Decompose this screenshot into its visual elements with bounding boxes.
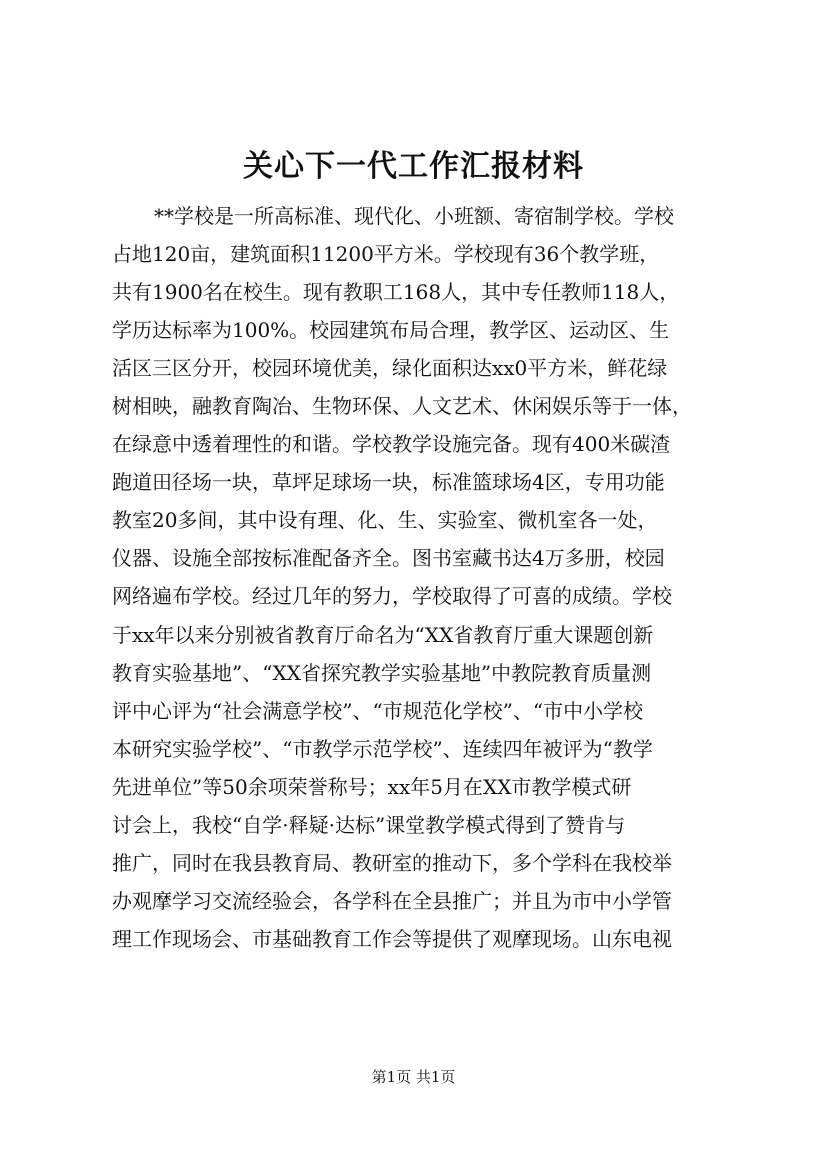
body-line: 本研究实验学校”、“市教学示范学校”、连续四年被评为“教学 xyxy=(112,736,653,761)
body-line: 先进单位”等50余项荣誉称号；xx年5月在XX市教学模式研 xyxy=(112,774,632,799)
body-line: 在绿意中透着理性的和谐。学校教学设施完备。现有400米碳渣 xyxy=(112,432,671,457)
body-line: 评中心评为“社会满意学校”、“市规范化学校”、“市中小学校 xyxy=(112,698,644,723)
body-line: 教室20多间，其中设有理、化、生、实验室、微机室各一处， xyxy=(112,508,658,533)
page-number-footer: 第1页 共1页 xyxy=(371,1068,456,1086)
document-body xyxy=(112,197,732,958)
body-line: 仪器、设施全部按标准配备齐全。图书室藏书达4万多册，校园 xyxy=(112,546,665,571)
body-line: 教育实验基地”、“XX省探究教学实验基地”中教院教育质量测 xyxy=(112,660,652,685)
body-line: 活区三区分开，校园环境优美，绿化面积达xx0平方米，鲜花绿 xyxy=(112,356,668,381)
body-line: **学校是一所高标准、现代化、小班额、寄宿制学校。学校 xyxy=(154,204,674,228)
body-line: 网络遍布学校。经过几年的努力，学校取得了可喜的成绩。学校 xyxy=(112,584,672,609)
body-line: 树相映，融教育陶冶、生物环保、人文艺术、休闲娱乐等于一体， xyxy=(112,394,692,419)
body-line: 办观摩学习交流经验会，各学科在全县推广；并且为市中小学管 xyxy=(112,888,672,913)
body-line: 学历达标率为100%。校园建筑布局合理，教学区、运动区、生 xyxy=(112,318,670,343)
document-title: 关心下一代工作汇报材料 xyxy=(243,149,584,184)
body-line: 于xx年以来分别被省教育厅命名为“XX省教育厅重大课题创新 xyxy=(112,622,654,647)
body-line: 共有1900名在校生。现有教职工168人，其中专任教师118人， xyxy=(112,280,680,305)
body-line: 讨会上，我校“自学·释疑·达标”课堂教学模式得到了赞肯与 xyxy=(112,812,626,837)
body-line: 推广，同时在我县教育局、教研室的推动下，多个学科在我校举 xyxy=(112,850,672,875)
body-line: 理工作现场会、市基础教育工作会等提供了观摩现场。山东电视 xyxy=(112,926,672,951)
body-line: 跑道田径场一块，草坪足球场一块，标准篮球场4区，专用功能 xyxy=(112,470,665,495)
body-line: 占地120亩，建筑面积11200平方米。学校现有36个教学班， xyxy=(112,242,660,267)
